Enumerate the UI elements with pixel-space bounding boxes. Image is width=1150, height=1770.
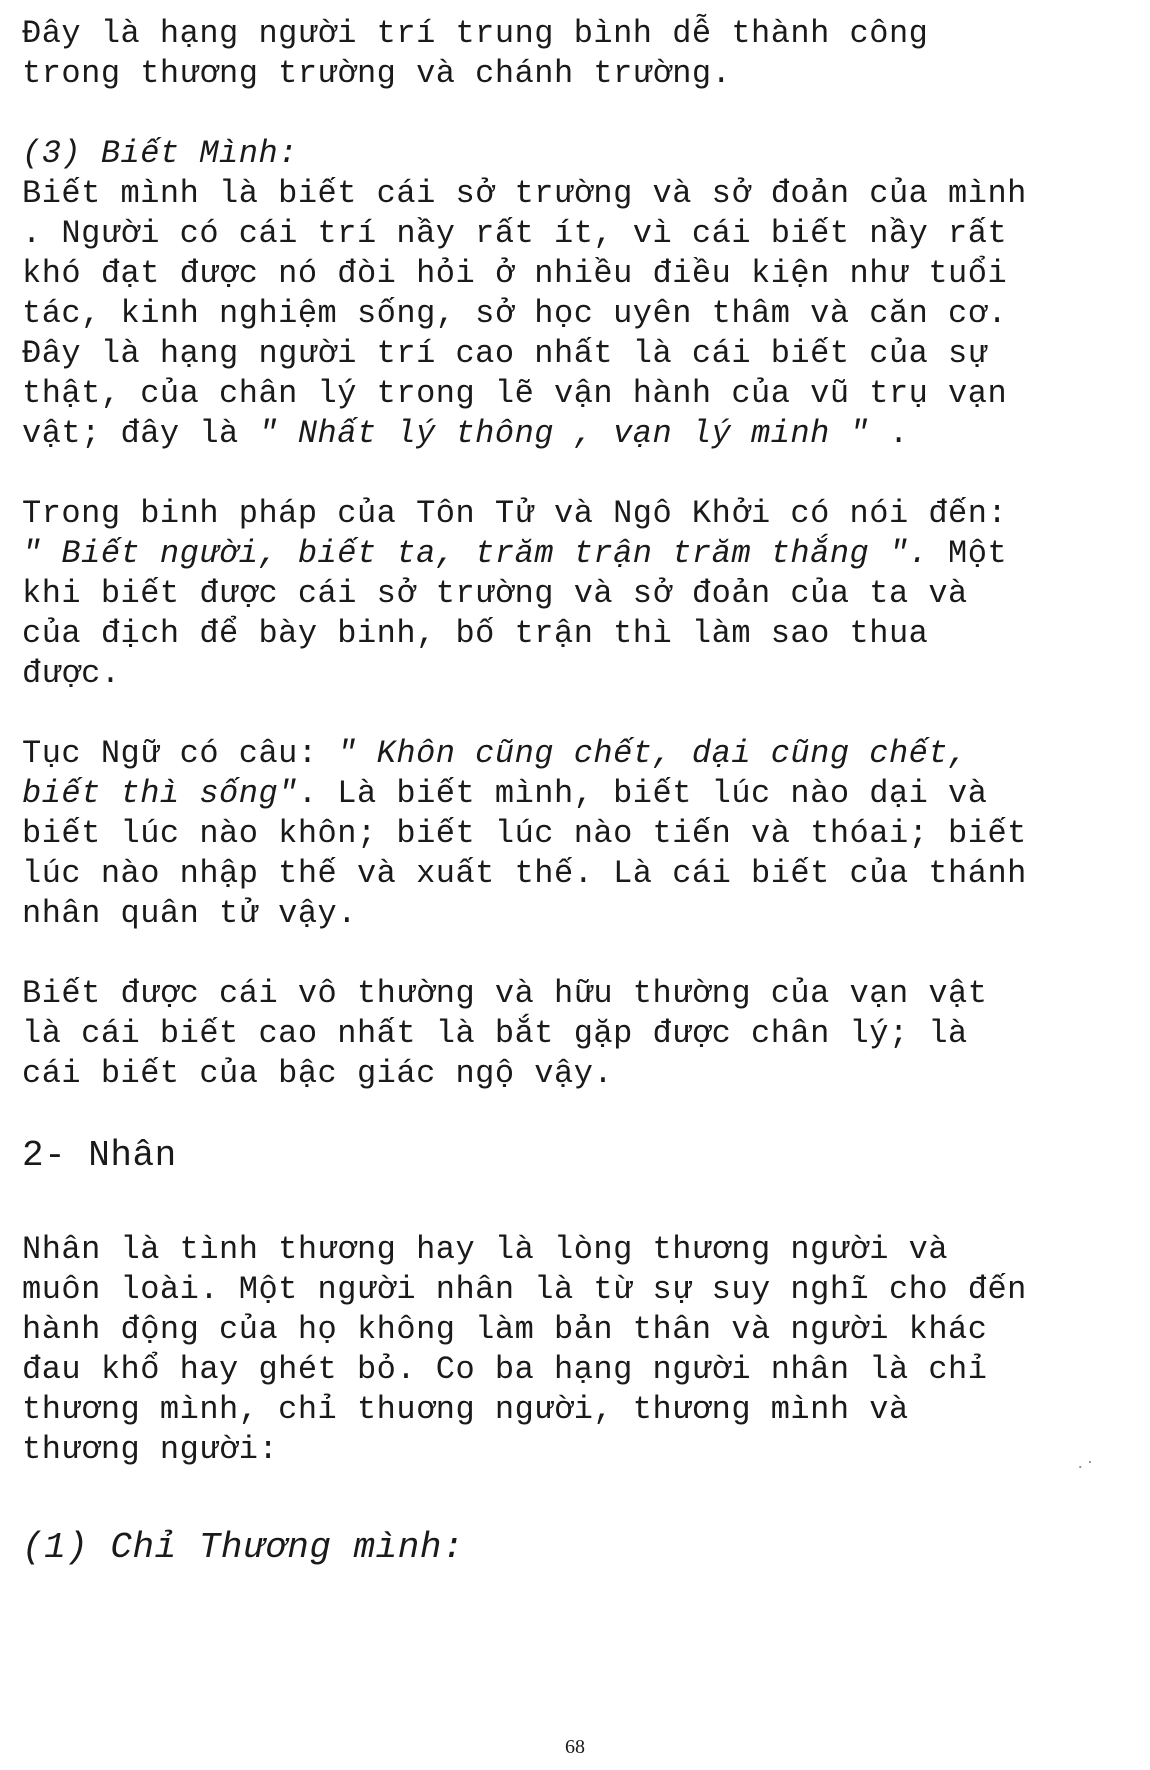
intro-paragraph [22,14,1132,94]
text-line: Trong binh pháp của Tôn Tử và Ngô Khởi có nói đến: [22,495,1008,532]
text-line: được. [22,655,121,692]
text-span: . Là biết mình, biết lúc nào dại và [297,775,988,812]
text-line [22,734,1132,774]
tuc-ngu-paragraph [22,734,1132,934]
vo-thuong-paragraph [22,974,1132,1094]
text-line: khó đạt được nó đòi hỏi ở nhiều điều kiện như tuổi [22,255,1008,292]
text-line: Đây là hạng người trí trung bình dễ thành công [22,15,929,52]
text-line: tác, kinh nghiệm sống, sở học uyên thâm và căn cơ. [22,295,1008,332]
italic-quote: " Nhất lý thông , vạn lý minh " [258,415,870,452]
text-span: vật; đây là [22,415,259,452]
italic-quote: biết thì sống" [22,775,298,812]
scan-speck: . · [1078,1452,1093,1472]
italic-quote: " Biết người, biết ta, trăm trận trăm thắng ". [22,535,929,572]
text-line: muôn loài. Một người nhân là từ sự suy nghĩ cho đến [22,1271,1027,1308]
text-span: . [869,415,909,452]
text-line: Đây là hạng người trí cao nhất là cái biết của sự [22,335,988,372]
text-line: Nhân là tình thương hay là lòng thương người và [22,1231,949,1268]
text-line [22,414,1132,454]
text-line: thương mình, chỉ thuơng người, thương mình và [22,1391,909,1428]
nhan-paragraph [22,1230,1132,1470]
section-biet-minh [22,134,1132,454]
text-line [22,774,1132,814]
section-heading-nhan: 2- Nhân [22,1135,177,1176]
document-page [22,14,1132,1570]
italic-quote: " Khôn cũng chết, dại cũng chết, [337,735,968,772]
text-line: Biết mình là biết cái sở trường và sở đoản của mình [22,175,1027,212]
text-line: thương người: [22,1431,279,1468]
text-line: của địch để bày binh, bố trận thì làm sao thua [22,615,929,652]
text-line: thật, của chân lý trong lẽ vận hành của vũ trụ vạn [22,375,1008,412]
text-line: khi biết được cái sở trường và sở đoản của ta và [22,575,968,612]
text-span: Một [928,535,1008,572]
text-line: . Người có cái trí nầy rất ít, vì cái biết nầy rất [22,215,1008,252]
subsection-heading: (3) Biết Mình: [22,135,298,172]
text-line: hành động của họ không làm bản thân và người khác [22,1311,988,1348]
text-line: nhân quân tử vậy. [22,895,357,932]
text-line: trong thương trường và chánh trường. [22,55,732,92]
text-span: Tục Ngữ có câu: [22,735,338,772]
page-number: 68 [565,1736,585,1758]
subsection-heading-chi-thuong-minh: (1) Chỉ Thương mình: [22,1527,465,1568]
text-line [22,534,1132,574]
text-line: biết lúc nào khôn; biết lúc nào tiến và thóai; biết [22,815,1027,852]
text-line: Biết được cái vô thường và hữu thường của vạn vật [22,975,988,1012]
text-line: lúc nào nhập thế và xuất thế. Là cái biết của thánh [22,855,1027,892]
text-line: là cái biết cao nhất là bắt gặp được chân lý; là [22,1015,968,1052]
text-line: cái biết của bậc giác ngộ vậy. [22,1055,614,1092]
text-line: đau khổ hay ghét bỏ. Co ba hạng người nhân là chỉ [22,1351,988,1388]
binh-phap-paragraph [22,494,1132,694]
